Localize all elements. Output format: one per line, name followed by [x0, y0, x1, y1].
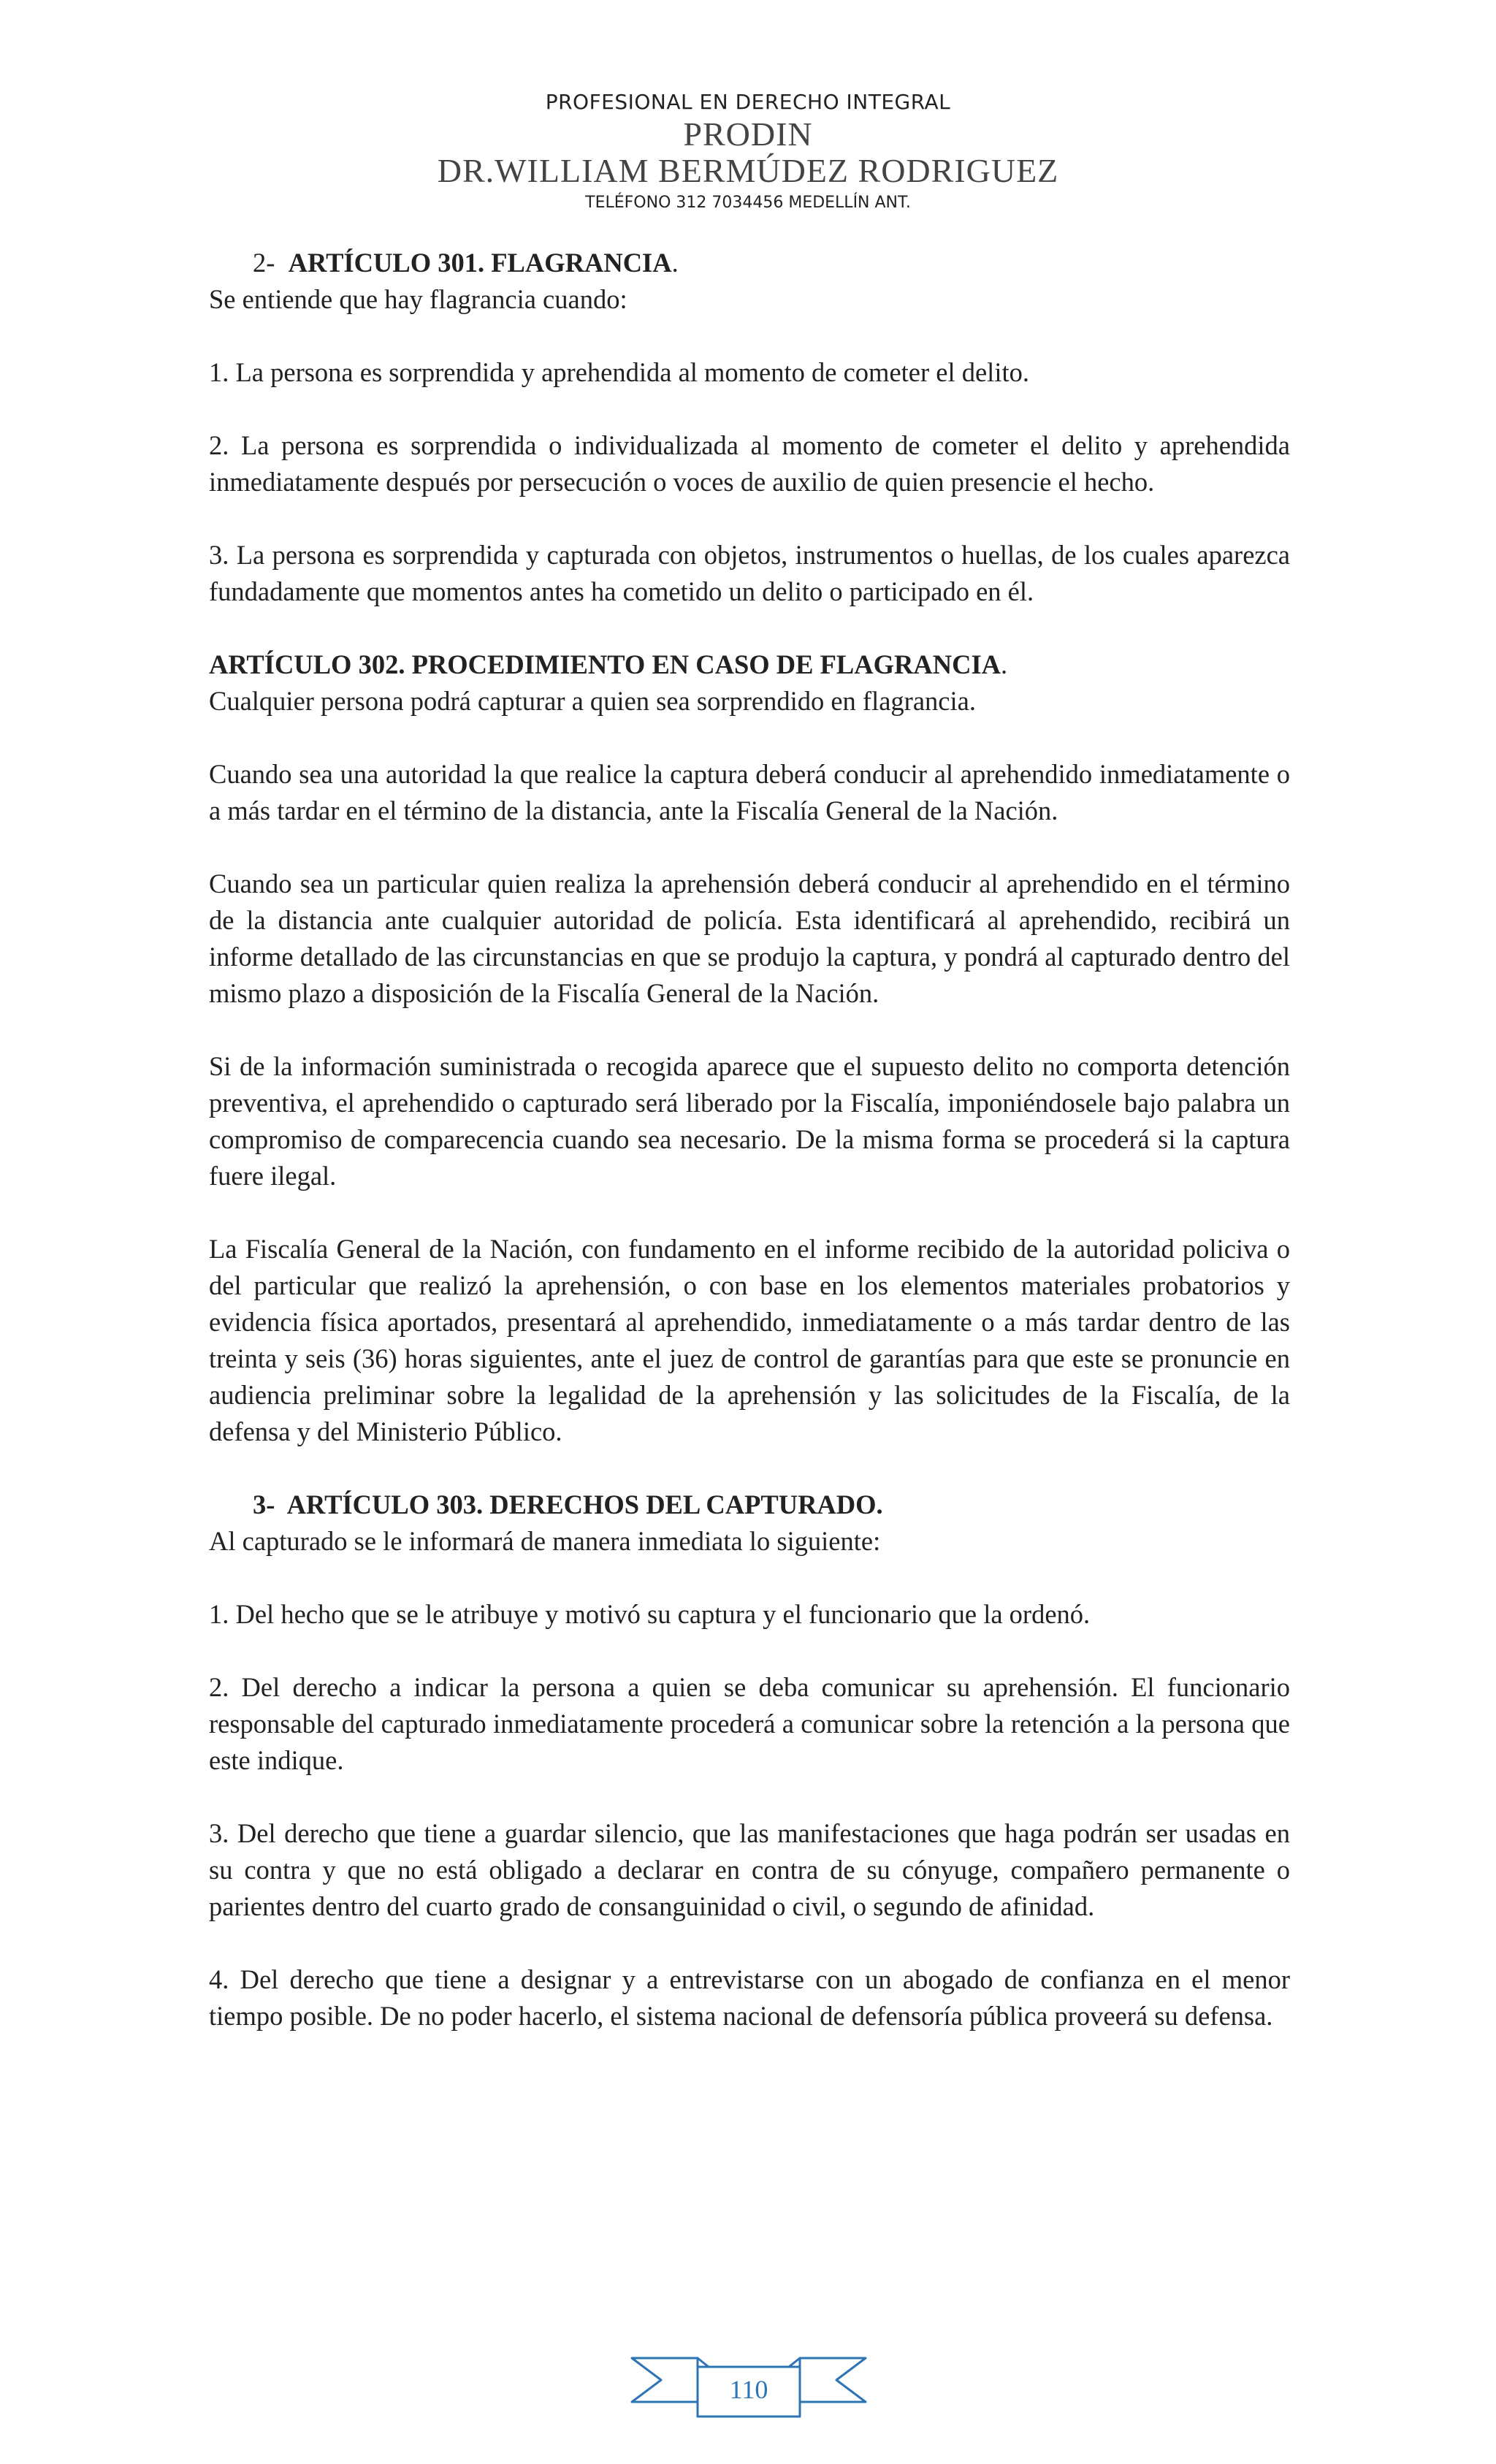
- article-303-item: 3. Del derecho que tiene a guardar silencio, que las manifestaciones que haga podrán ser usadas en su contra y que no está obligado a declarar en contra de su cónyuge, compañero permanente o parientes dentro del cuarto grado de consanguinidad o civil, o segundo de afinidad.: [209, 1818, 1290, 1921]
- page-number: 110: [729, 2375, 768, 2404]
- article-302-paragraph: La Fiscalía General de la Nación, con fundamento en el informe recibido de la autoridad policiva o del particular que realizó la aprehensión, o con base en los elementos materiales probatorios y evidencia física aportados, presentará al aprehendido, inmediatamente o a más tardar dentro de las treinta y seis (36) horas siguientes, ante el juez de control de garantías para que este se pronuncie en audiencia preliminar sobre la legalidad de la aprehensión y las solicitudes de la Fiscalía, de la defensa y del Ministerio Público.: [209, 1234, 1290, 1446]
- article-302-paragraph: Cuando sea un particular quien realiza la aprehensión deberá conducir al aprehendido en el término de la distancia ante cualquier autoridad de policía. Esta identificará al aprehendido, recibirá un informe detallado de las circunstancias en que se produjo la captura, y pondrá al capturado dentro del mismo plazo a disposición de la Fiscalía General de la Nación.: [209, 869, 1290, 1008]
- article-302-title-suffix: .: [1001, 649, 1008, 679]
- header-phone: TELÉFONO 312 7034456 MEDELLÍN ANT.: [585, 194, 911, 212]
- article-301-item: 2. La persona es sorprendida o individualizada al momento de cometer el delito y aprehendida inmediatamente después por persecución o voces de auxilio de quien presencie el hecho.: [209, 430, 1290, 497]
- page-footer: [628, 2351, 869, 2421]
- article-302-paragraph: Si de la información suministrada o recogida aparece que el supuesto delito no comporta detención preventiva, el aprehendido o capturado será liberado por la Fiscalía, imponiéndosele bajo palabra un compromiso de comparecencia cuando sea necesario. De la misma forma se procederá si la captura fuere ilegal.: [209, 1051, 1290, 1191]
- article-301-number: 2-: [253, 248, 275, 278]
- article-303-item: 2. Del derecho a indicar la persona a quien se deba comunicar su aprehensión. El funcionario responsable del capturado inmediatamente procederá a comunicar sobre la retención a la persona que este indique.: [209, 1672, 1290, 1775]
- header-profession: PROFESIONAL EN DERECHO INTEGRAL: [545, 90, 951, 114]
- article-303-item: 4. Del derecho que tiene a designar y a entrevistarse con un abogado de confianza en el menor tiempo posible. De no poder hacerlo, el sistema nacional de defensoría pública proveerá su defensa.: [209, 1964, 1290, 2031]
- document-body: [209, 245, 1290, 2071]
- article-302-heading: [209, 646, 1290, 683]
- article-301-title-suffix: .: [671, 248, 679, 278]
- page-header: [0, 88, 1496, 216]
- article-301-heading: [209, 245, 1290, 281]
- header-brand: PRODIN: [683, 115, 813, 153]
- article-302-title: ARTÍCULO 302. PROCEDIMIENTO EN CASO DE FLAGRANCIA: [209, 649, 1001, 679]
- article-301-item: 3. La persona es sorprendida y capturada con objetos, instrumentos o huellas, de los cuales aparezca fundadamente que momentos antes ha cometido un delito o participado en él.: [209, 540, 1290, 606]
- article-303-heading: [209, 1487, 1290, 1523]
- article-303-item: 1. Del hecho que se le atribuye y motivó su captura y el funcionario que la ordenó.: [209, 1599, 1091, 1629]
- article-303-number: 3-: [253, 1490, 275, 1519]
- article-301-intro: Se entiende que hay flagrancia cuando:: [209, 284, 627, 314]
- article-301-item: 1. La persona es sorprendida y aprehendida al momento de cometer el delito.: [209, 357, 1029, 387]
- article-302-intro: Cualquier persona podrá capturar a quien sea sorprendido en flagrancia.: [209, 686, 976, 716]
- article-302-paragraph: Cuando sea una autoridad la que realice la captura deberá conducir al aprehendido inmediatamente o a más tardar en el término de la distancia, ante la Fiscalía General de la Nación.: [209, 759, 1290, 825]
- header-author: DR.WILLIAM BERMÚDEZ RODRIGUEZ: [437, 152, 1059, 189]
- article-301-title: ARTÍCULO 301. FLAGRANCIA: [288, 248, 672, 278]
- article-303-intro: Al capturado se le informará de manera inmediata lo siguiente:: [209, 1526, 881, 1556]
- article-303-title: ARTÍCULO 303. DERECHOS DEL CAPTURADO.: [286, 1490, 883, 1519]
